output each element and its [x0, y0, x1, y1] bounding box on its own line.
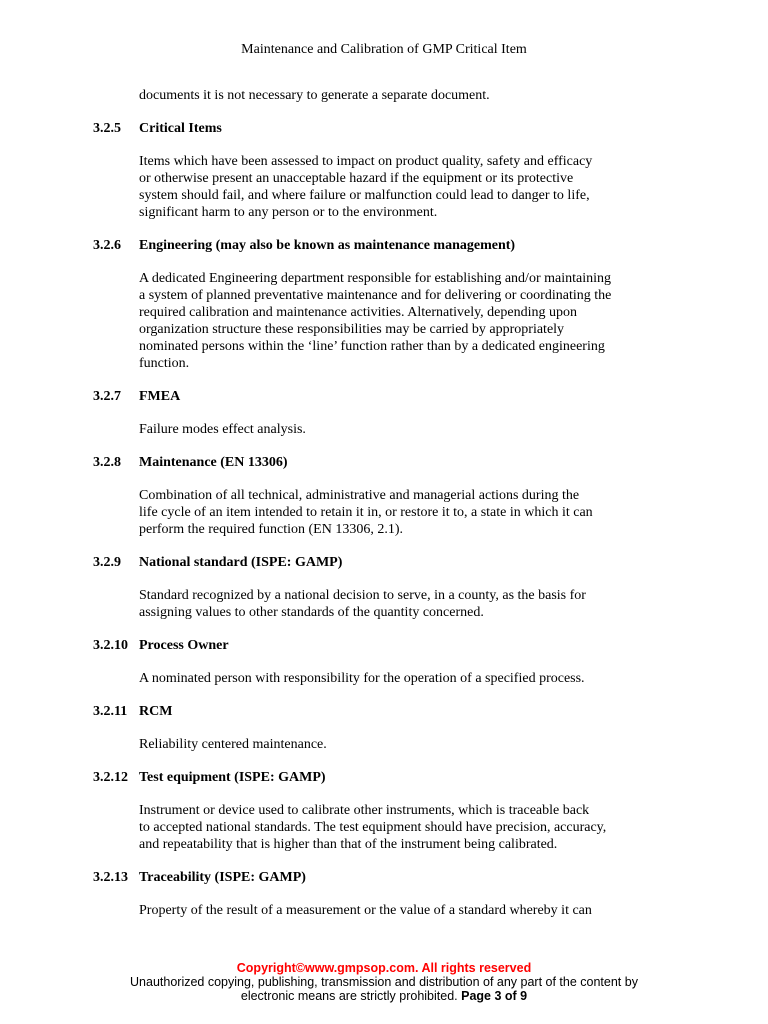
section-number: 3.2.10: [93, 638, 128, 653]
section-heading: [93, 454, 693, 471]
section-heading: [93, 554, 693, 571]
section-number: 3.2.6: [93, 238, 121, 253]
copyright-notice: Copyright©www.gmpsop.com. All rights reserved: [236, 961, 532, 975]
paragraph-line: A dedicated Engineering department responsible for establishing and/or maintaining: [139, 271, 611, 286]
paragraph-line: Combination of all technical, administrative and managerial actions during the: [139, 488, 580, 503]
document-title: Maintenance and Calibration of GMP Critical Item: [241, 42, 527, 57]
definitions-list: [93, 120, 693, 919]
section-paragraph: [139, 736, 693, 753]
section-heading: [93, 703, 693, 720]
paragraph-line: Reliability centered maintenance.: [139, 737, 327, 752]
section-title: Critical Items: [139, 121, 222, 136]
section-paragraph: [139, 802, 693, 853]
section-heading: [93, 120, 693, 137]
section-title: Maintenance (EN 13306): [139, 455, 288, 470]
paragraph-line: Instrument or device used to calibrate other instruments, which is traceable back: [139, 803, 590, 818]
paragraph-line: Property of the result of a measurement or the value of a standard whereby it can: [139, 903, 592, 918]
paragraph-line: Failure modes effect analysis.: [139, 422, 306, 437]
section-title: Test equipment (ISPE: GAMP): [139, 770, 326, 785]
section-heading: [93, 769, 693, 786]
section-title: National standard (ISPE: GAMP): [139, 555, 343, 570]
section-number: 3.2.8: [93, 455, 121, 470]
section-paragraph: [139, 153, 693, 221]
paragraph-line: A nominated person with responsibility for the operation of a specified process.: [139, 671, 585, 686]
paragraph-line: life cycle of an item intended to retain it in, or restore it to, a state in which it can: [139, 505, 593, 520]
section-heading: [93, 869, 693, 886]
document-body: [93, 87, 693, 935]
section-paragraph: [139, 421, 693, 438]
section-title: Traceability (ISPE: GAMP): [139, 870, 306, 885]
section-paragraph: [139, 587, 693, 621]
paragraph-line: documents it is not necessary to generate a separate document.: [139, 88, 490, 103]
paragraph-line: Items which have been assessed to impact on product quality, safety and efficacy: [139, 154, 593, 169]
paragraph-line: nominated persons within the ‘line’ function rather than by a dedicated engineering: [139, 339, 605, 354]
section-paragraph: [139, 270, 693, 372]
section-paragraph: [139, 487, 693, 538]
section-paragraph: [139, 902, 693, 919]
section-number: 3.2.12: [93, 770, 128, 785]
paragraph-line: function.: [139, 356, 190, 371]
paragraph-line: assigning values to other standards of the quantity concerned.: [139, 605, 484, 620]
section-number: 3.2.11: [93, 704, 128, 719]
section-title: Process Owner: [139, 638, 229, 653]
section-number: 3.2.7: [93, 389, 121, 404]
section-number: 3.2.5: [93, 121, 121, 136]
paragraph-line: to accepted national standards. The test equipment should have precision, accuracy,: [139, 820, 607, 835]
page-number: Page 3 of 9: [461, 989, 528, 1003]
section-heading: [93, 237, 693, 254]
section-heading: [93, 388, 693, 405]
section-title: Engineering (may also be known as maintenance management): [139, 238, 516, 253]
paragraph-line: and repeatability that is higher than that of the instrument being calibrated.: [139, 837, 558, 852]
page-footer: [0, 961, 768, 1003]
paragraph-line: required calibration and maintenance activities. Alternatively, depending upon: [139, 305, 577, 320]
section-number: 3.2.9: [93, 555, 121, 570]
paragraph-line: Standard recognized by a national decision to serve, in a county, as the basis for: [139, 588, 586, 603]
paragraph-line: perform the required function (EN 13306, 2.1).: [139, 522, 403, 537]
unauthorized-notice-line2: [0, 989, 768, 1003]
paragraph-line: system should fail, and where failure or malfunction could lead to danger to life,: [139, 188, 590, 203]
section-paragraph: [139, 670, 693, 687]
paragraph-line: or otherwise present an unacceptable hazard if the equipment or its protective: [139, 171, 574, 186]
intro-paragraph: [139, 87, 693, 104]
section-heading: [93, 637, 693, 654]
paragraph-line: significant harm to any person or to the environment.: [139, 205, 438, 220]
paragraph-line: a system of planned preventative maintenance and for delivering or coordinating the: [139, 288, 612, 303]
unauthorized-notice-text: electronic means are strictly prohibited.: [240, 989, 458, 1003]
unauthorized-notice-line1: Unauthorized copying, publishing, transmission and distribution of any part of the content by: [130, 975, 638, 989]
section-title: FMEA: [139, 389, 181, 404]
section-number: 3.2.13: [93, 870, 128, 885]
page-header: [0, 42, 768, 58]
paragraph-line: organization structure these responsibilities may be carried by appropriately: [139, 322, 565, 337]
section-title: RCM: [139, 704, 173, 719]
